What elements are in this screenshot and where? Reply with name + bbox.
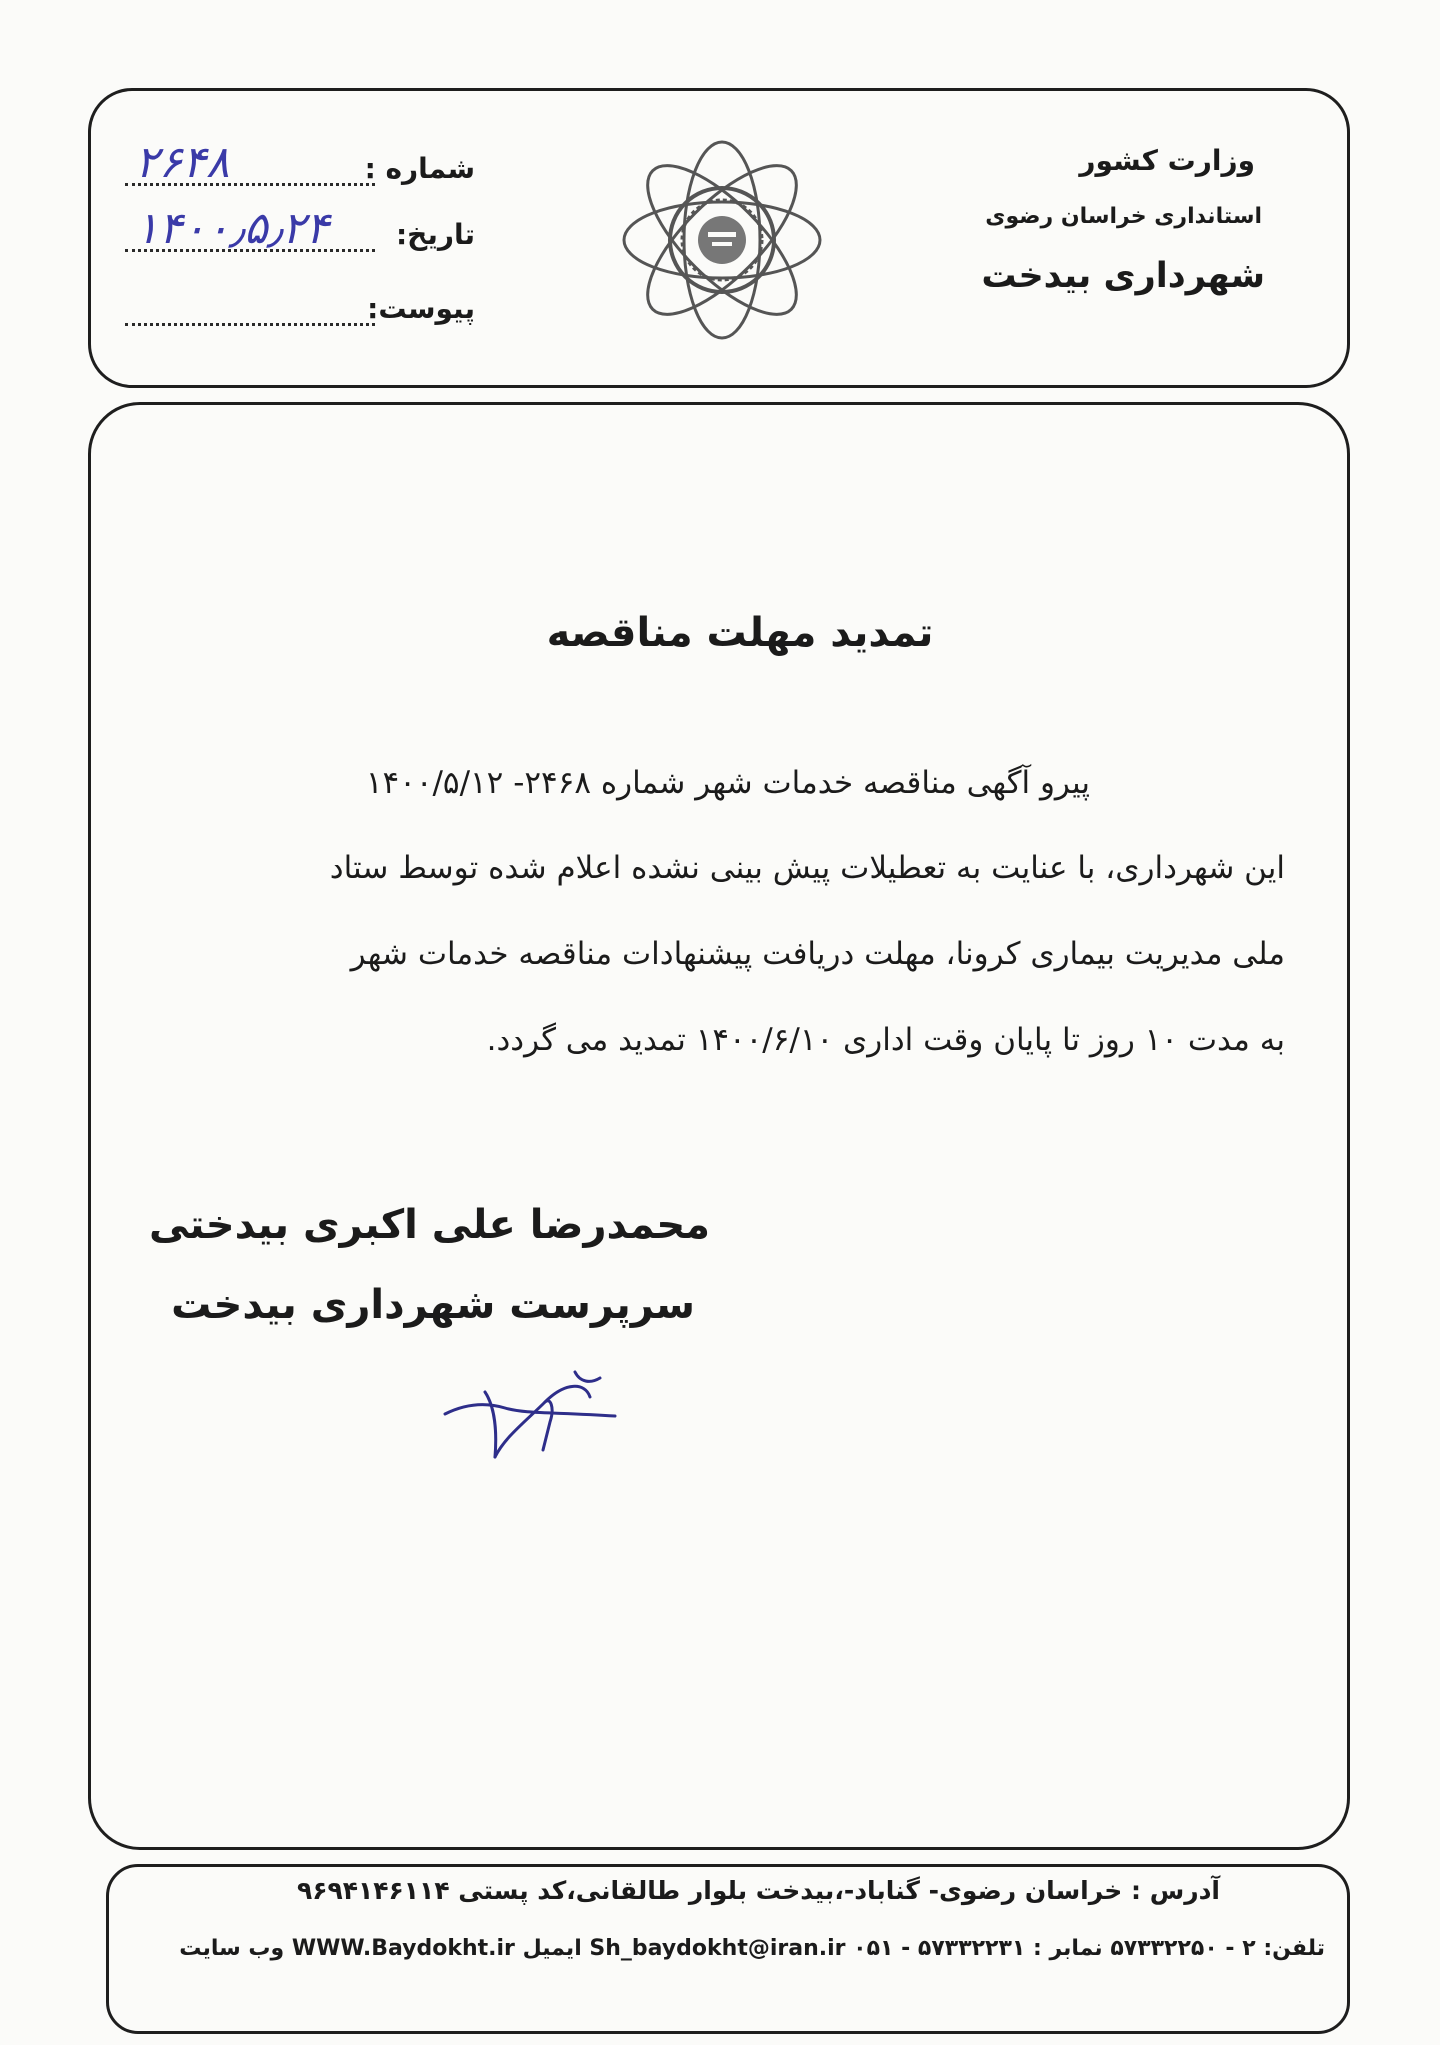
emblem-icon xyxy=(612,120,832,360)
footer-address: آدرس : خراسان رضوی- گناباد-،بیدخت بلوار طالقانی،کد پستی ۹۶۹۴۱۴۶۱۱۴ xyxy=(296,1876,1220,1905)
date-row xyxy=(115,203,475,262)
paragraph-line: ملی مدیریت بیماری کرونا، مهلت دریافت پیشنهادات مناقصه خدمات شهر xyxy=(350,936,1285,972)
signer-title: سرپرست شهرداری بیدخت xyxy=(171,1282,695,1328)
paragraph-line: پیرو آگهی مناقصه خدمات شهر شماره ۲۴۶۸- ۱۴۰۰/۵/۱۲ xyxy=(365,765,1090,801)
date-label: تاریخ: xyxy=(395,218,475,251)
attachment-dotted-line xyxy=(125,323,375,326)
number-label: شماره : xyxy=(364,152,475,185)
attachment-row xyxy=(115,286,475,336)
footer-contact: تلفن: ۲ - ۵۷۳۳۲۲۵۰ نمابر : ۵۷۳۳۲۲۳۱ - ۰۵۱ Sh_baydokht@iran.ir ایمیل WWW.Baydokht.ir وب سایت xyxy=(179,1936,1325,1961)
ministry-name: وزارت کشور xyxy=(1079,144,1255,177)
governorate-name: استانداری خراسان رضوی xyxy=(985,204,1262,229)
paragraph-line: این شهرداری، با عنایت به تعطیلات پیش بینی نشده اعلام شده توسط ستاد xyxy=(329,850,1285,886)
attachment-label: پیوست: xyxy=(367,292,475,325)
paragraph-line: به مدت ۱۰ روز تا پایان وقت اداری ۱۴۰۰/۶/۱۰ تمدید می گردد. xyxy=(486,1022,1285,1058)
signer-name: محمدرضا علی اکبری بیدختی xyxy=(148,1202,710,1248)
signature-mark xyxy=(425,1362,625,1472)
document-title: تمدید مهلت مناقصه xyxy=(546,610,934,656)
number-row xyxy=(115,137,475,196)
date-value: ۱۴۰۰٫۵٫۲۴ xyxy=(135,203,330,254)
municipality-name: شهرداری بیدخت xyxy=(981,256,1265,296)
number-value: ۲۶۴۸ xyxy=(135,137,230,188)
